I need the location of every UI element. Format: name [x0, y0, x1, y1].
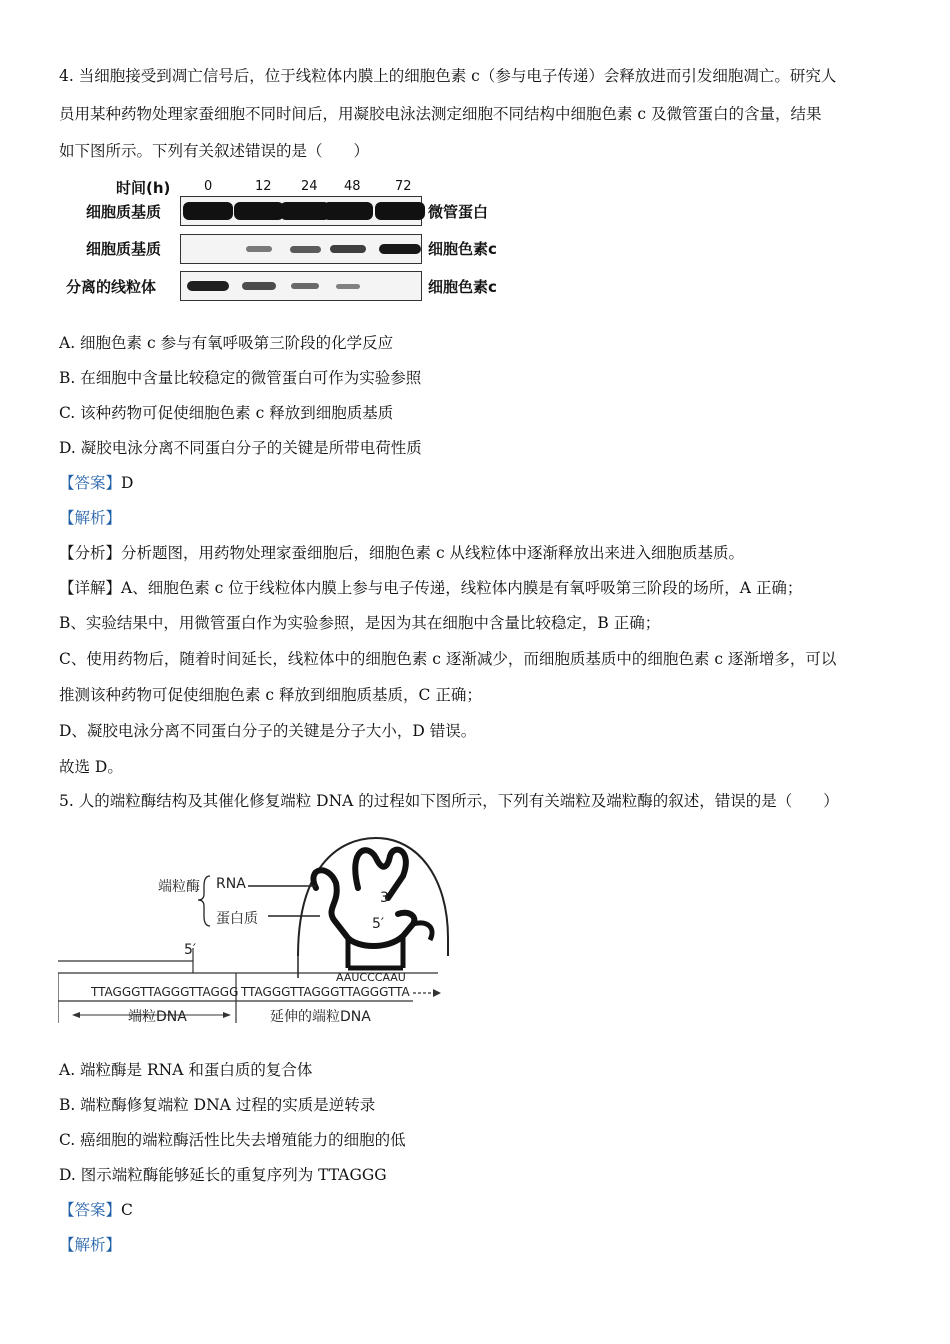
gel-band: [379, 244, 422, 255]
telomere-dna-label: 端粒DNA: [128, 1009, 187, 1025]
q4-stem-line3: 如下图所示。下列有关叙述错误的是（ ）: [59, 142, 370, 160]
gel-band: [375, 202, 425, 220]
q4-d-line: D、凝胶电泳分离不同蛋白分子的关键是分子大小，D 错误。: [59, 722, 477, 740]
q4-answer: [59, 473, 133, 493]
answer-value: C: [121, 1201, 133, 1219]
q4-option-c: C. 该种药物可促使细胞色素 c 释放到细胞质基质: [59, 404, 394, 422]
gel-lane-row: [180, 234, 422, 264]
protein-label: 蛋白质: [216, 911, 258, 927]
gel-band: [291, 283, 319, 289]
dna-seq-left: TTAGGGTTAGGGTTAGGG: [91, 985, 239, 999]
q4-analysis-tag: 【解析】: [59, 509, 122, 527]
xiangjie-tag: 【详解】: [59, 579, 122, 597]
time-tick: 12: [255, 179, 272, 194]
q5-answer: [59, 1200, 133, 1220]
q5-option-a: A. 端粒酶是 RNA 和蛋白质的复合体: [59, 1061, 313, 1079]
q5-analysis-tag: 【解析】: [59, 1236, 122, 1254]
gel-band: [246, 246, 272, 251]
dna-seq-right: TTAGGGTTAGGGTTAGGGTTA: [241, 985, 410, 999]
telomerase-label: 端粒酶: [158, 879, 200, 895]
q4-option-a: A. 细胞色素 c 参与有氧呼吸第三阶段的化学反应: [59, 334, 394, 352]
q4-stem-line2: 员用某种药物处理家蚕细胞不同时间后，用凝胶电泳法测定细胞不同结构中细胞色素 c 及微管蛋白的含量，结果: [59, 105, 822, 123]
gel-band: [234, 202, 284, 220]
gel-lane-row: [180, 196, 422, 226]
rna-label: RNA: [216, 876, 246, 892]
q4-option-b: B. 在细胞中含量比较稳定的微管蛋白可作为实验参照: [59, 369, 422, 387]
q4-b-line: B、实验结果中，用微管蛋白作为实验参照，是因为其在细胞中含量比较稳定，B 正确；: [59, 614, 661, 632]
q4-conclusion: 故选 D。: [59, 758, 123, 776]
three-prime-label: 3′: [380, 890, 393, 906]
time-tick: 48: [344, 179, 361, 194]
row-label-right: 细胞色素c: [428, 278, 497, 296]
row-label-right: 细胞色素c: [428, 240, 497, 258]
gel-band: [183, 202, 233, 220]
gel-figure: [60, 172, 520, 302]
gel-band: [290, 246, 321, 253]
row-label-left: 细胞质基质: [86, 240, 162, 258]
q4-fenxi: [59, 543, 744, 563]
five-prime-outer-label: 5′: [184, 942, 197, 958]
fenxi-text: 分析题图，用药物处理家蚕细胞后，细胞色素 c 从线粒体中逐渐释放出来进入细胞质基质。: [121, 544, 745, 562]
q4-xiangjie: [59, 578, 802, 598]
answer-tag: 【答案】: [59, 1201, 122, 1219]
q5-option-c: C. 癌细胞的端粒酶活性比失去增殖能力的细胞的低: [59, 1131, 406, 1149]
q4-stem-line1: 4. 当细胞接受到凋亡信号后，位于线粒体内膜上的细胞色素 c（参与电子传递）会释放进而引发细胞凋亡。研究人: [59, 67, 837, 85]
q4-option-d: D. 凝胶电泳分离不同蛋白分子的关键是所带电荷性质: [59, 439, 422, 457]
fenxi-tag: 【分析】: [59, 544, 122, 562]
q5-option-b: B. 端粒酶修复端粒 DNA 过程的实质是逆转录: [59, 1096, 376, 1114]
telomerase-figure: [58, 828, 458, 1028]
rna-template-seq: AAUCCCAAU: [336, 971, 406, 984]
row-label-left: 细胞质基质: [86, 203, 162, 221]
time-tick: 72: [395, 179, 412, 194]
gel-band: [187, 281, 228, 291]
time-tick: 0: [204, 179, 213, 194]
q5-option-d: D. 图示端粒酶能够延长的重复序列为 TTAGGG: [59, 1166, 387, 1184]
gel-band: [323, 202, 373, 220]
row-label-left: 分离的线粒体: [66, 278, 157, 296]
five-prime-inner-label: 5′: [372, 916, 385, 932]
gel-band: [242, 282, 276, 290]
time-label: 时间(h): [116, 179, 171, 197]
xiangjie-text: A、细胞色素 c 位于线粒体内膜上参与电子传递，线粒体内膜是有氧呼吸第三阶段的场所，A 正确；: [121, 579, 803, 597]
q5-stem: 5. 人的端粒酶结构及其催化修复端粒 DNA 的过程如下图所示，下列有关端粒及端粒酶的叙述，错误的是（ ）: [59, 792, 839, 810]
extended-dna-label: 延伸的端粒DNA: [270, 1009, 371, 1025]
row-label-right: 微管蛋白: [428, 203, 489, 221]
q4-c-line1: C、使用药物后，随着时间延长，线粒体中的细胞色素 c 逐渐减少，而细胞质基质中的细胞色素 c 逐渐增多，可以: [59, 650, 837, 668]
time-tick: 24: [301, 179, 318, 194]
gel-band: [330, 245, 366, 254]
gel-band: [336, 284, 361, 289]
answer-value: D: [121, 474, 134, 492]
q4-c-line2: 推测该种药物可促使细胞色素 c 释放到细胞质基质，C 正确；: [59, 686, 482, 704]
answer-tag: 【答案】: [59, 474, 122, 492]
gel-lane-row: [180, 271, 422, 301]
